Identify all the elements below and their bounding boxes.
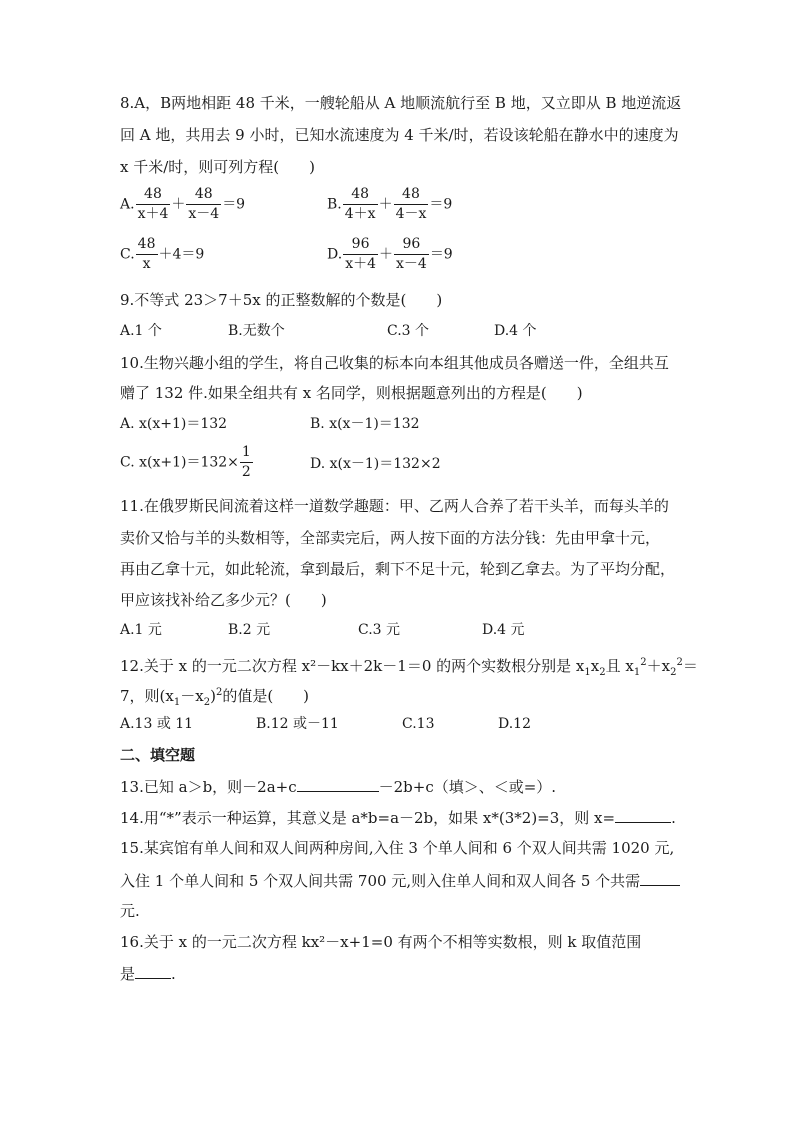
q9-option-b: B.无数个 — [228, 323, 285, 339]
q8-line1: 8.A，B两地相距 48 千米，一艘轮船从 A 地顺流航行至 B 地，又立即从 B 地逆流返 — [120, 94, 682, 112]
q12-option-b: B.12 或－11 — [256, 716, 339, 732]
q10-line1: 10.生物兴趣小组的学生，将自己收集的标本向本组其他成员各赠送一件，全组共互 — [120, 354, 669, 372]
q11-option-a: A.1 元 — [120, 622, 162, 638]
q9-option-a: A.1 个 — [120, 323, 162, 339]
q8-option-d: D. $\frac{96}{x+4}$ ＋ $\frac{96}{x-4}$ ＝9 — [327, 236, 453, 272]
fraction: $\frac{48}{4-x}$ — [395, 186, 427, 222]
fraction: $\frac{48}{x-4}$ — [188, 186, 220, 222]
q11-option-c: C.3 元 — [358, 622, 401, 638]
fraction: $\frac{96}{x+4}$ — [345, 236, 376, 272]
q14-answer-blank[interactable] — [615, 807, 671, 823]
fraction: $\frac{48}{4+x}$ — [344, 186, 376, 222]
q10-option-a: A. x(x+1)＝132 — [120, 416, 228, 432]
q12-line2: 7，则$(x_1-x_2)^2$的值是( ) — [120, 687, 310, 708]
q13-line: 13.已知 a＞b，则－2a+c －2b+c（填＞、＜或=）. — [120, 778, 557, 796]
q11-line3: 再由乙拿十元，如此轮流，拿到最后，剩下不足十元，轮到乙拿去。为了平均分配， — [120, 560, 676, 578]
q8-option-b: B. $\frac{48}{4+x}$ ＋ $\frac{48}{4-x}$ ＝9 — [327, 186, 453, 222]
q11-line4: 甲应该找补给乙多少元？( ) — [120, 591, 327, 609]
q8-option-c: C. $\frac{48}{x}$ ＋4＝9 — [120, 236, 205, 272]
q12-option-c: C.13 — [402, 716, 435, 732]
fraction: $\frac{1}{2}$ — [241, 444, 251, 480]
q9-line1: 9.不等式 23＞7＋5x 的正整数解的个数是( ) — [120, 291, 443, 309]
q11-option-d: D.4 元 — [482, 622, 525, 638]
q12-line1: 12.关于 x 的一元二次方程 x²－kx＋2k－1＝0 的两个实数根分别是 $x_1x_2$且 $x_1^2+x_2^2=$ — [120, 657, 698, 678]
q15-line1: 15.某宾馆有单人间和双人间两种房间,入住 3 个单人间和 6 个双人间共需 1020 元, — [120, 839, 675, 857]
q11-line2: 卖价又恰与羊的头数相等，全部卖完后，两人按下面的方法分钱：先由甲拿十元， — [120, 529, 661, 547]
q16-line2: 是 . — [120, 965, 176, 983]
q15-answer-blank[interactable] — [640, 870, 680, 886]
fraction: $\frac{48}{x}$ — [137, 236, 156, 272]
q10-option-b: B. x(x－1)＝132 — [310, 416, 420, 432]
q12-option-a: A.13 或 11 — [120, 716, 194, 732]
q10-option-d: D. x(x－1)＝132×2 — [310, 456, 441, 472]
q9-option-d: D.4 个 — [494, 323, 537, 339]
q15-line2: 入住 1 个单人间和 5 个双人间共需 700 元,则入住单人间和双人间各 5 个共需 — [120, 870, 680, 891]
q13-answer-blank[interactable] — [297, 776, 379, 792]
q9-option-c: C.3 个 — [387, 323, 430, 339]
q16-line1: 16.关于 x 的一元二次方程 kx²－x+1=0 有两个不相等实数根，则 k 取值范围 — [120, 933, 642, 951]
q14-line: 14.用“*”表示一种运算，其意义是 a*b=a－2b，如果 x*(3*2)=3，则 x= . — [120, 809, 676, 827]
section-title: 二、填空题 — [120, 746, 196, 764]
fraction: $\frac{96}{x-4}$ — [396, 236, 427, 272]
q8-option-a: A. $\frac{48}{x+4}$ ＋ $\frac{48}{x-4}$ ＝9 — [120, 186, 246, 222]
q10-option-c: C. x(x+1)＝132× $\frac{1}{2}$ — [120, 444, 251, 480]
q8-line2: 回 A 地，共用去 9 小时，已知水流速度为 4 千米/时，若设该轮船在静水中的速度为 — [120, 126, 679, 144]
q11-option-b: B.2 元 — [228, 622, 271, 638]
q10-line2: 赠了 132 件.如果全组共有 x 名同学，则根据题意列出的方程是( ) — [120, 384, 583, 402]
q15-line3: 元. — [120, 902, 140, 920]
q12-option-d: D.12 — [498, 716, 531, 732]
fraction: $\frac{48}{x+4}$ — [137, 186, 169, 222]
q16-answer-blank[interactable] — [135, 963, 171, 979]
q8-line3: x 千米/时，则可列方程( ) — [120, 158, 315, 176]
q11-line1: 11.在俄罗斯民间流着这样一道数学趣题：甲、乙两人合养了若干头羊，而每头羊的 — [120, 497, 669, 515]
